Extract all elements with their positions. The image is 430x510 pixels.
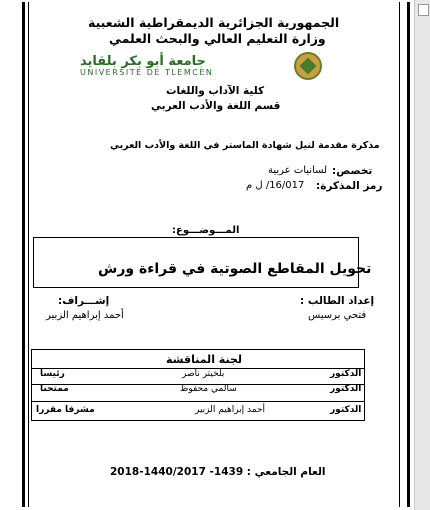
department-label: قسم اللغة والأدب العربي (151, 100, 281, 112)
university-logo-arabic: جامعة أبو بكر بلقايد (80, 54, 206, 69)
specialty-value: لسانيات عربية (268, 165, 328, 176)
ministry-heading: وزارة التعليم العالي والبحث العلمي (109, 31, 326, 46)
code-value: 16/017/ ل م (246, 180, 305, 191)
vertical-scrollbar[interactable] (414, 0, 430, 510)
scrollbar-thumb[interactable] (418, 4, 429, 16)
member-rank: الدكتور (330, 369, 362, 379)
member-name: أحمد إبراهيم الزبير (195, 405, 266, 415)
member-rank: الدكتور (330, 384, 362, 394)
member-role: ممتحنا (40, 384, 69, 394)
supervisor-name: أحمد إبراهيم الزبير (46, 310, 124, 321)
subject-label: المـــوضـــوع: (172, 225, 240, 236)
member-role: مشرفا مقررا (36, 405, 95, 415)
faculty-label: كلية الآداب واللغات (166, 85, 265, 97)
thesis-purpose: مذكرة مقدمة لنيل شهادة الماستر في اللغة والأدب العربي (110, 140, 380, 151)
university-logo (62, 56, 282, 78)
academic-year: العام الجامعي : 1439- 1440/2017-2018 (110, 466, 326, 478)
supervision-label: إشـــراف: (58, 295, 110, 307)
university-emblem-icon (294, 52, 322, 80)
republic-heading: الجمهورية الجزائرية الديمقراطية الشعبية (88, 15, 340, 30)
committee-title: لجنة المناقشة (166, 353, 243, 366)
student-name: فتحي برسيس (308, 310, 367, 321)
member-rank: الدكتور (330, 405, 362, 415)
member-name: بلخيتر ناصر (182, 369, 225, 379)
prepared-by-label: إعداد الطالب : (300, 295, 375, 307)
specialty-label: تخصص: (332, 165, 373, 177)
thesis-title: تحويل المقاطع الصوتية في قراءة ورش (98, 261, 372, 277)
member-role: رئيسا (40, 369, 65, 379)
university-logo-latin: UNIVERSITÉ DE TLEMCEN (80, 68, 214, 77)
member-name: سالمي محفوظ (180, 384, 237, 394)
code-label: رمز المذكرة: (316, 180, 383, 192)
